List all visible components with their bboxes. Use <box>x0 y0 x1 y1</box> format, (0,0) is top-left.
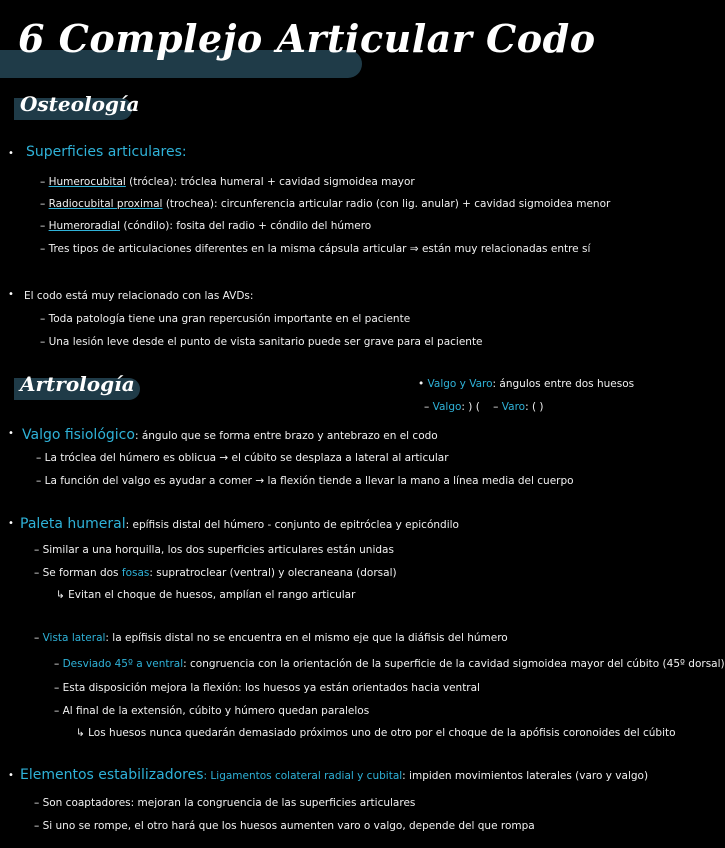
elementos-heading: Elementos estabilizadores: Ligamentos colateral radial y cubital: impiden movimientos laterales (varo y valgo) <box>20 767 649 783</box>
artrologia-heading: Artrología <box>20 372 135 396</box>
list-item: – La tróclea del húmero es oblicua → el cúbito se desplaza a lateral al articular <box>36 452 449 464</box>
list-item: – Se forman dos fosas: supratroclear (ventral) y olecraneana (dorsal) <box>34 567 397 579</box>
list-item: – Al final de la extensión, cúbito y húmero quedan paralelos <box>54 705 370 717</box>
sub-item: ↳ Evitan el choque de huesos, amplían el rango articular <box>56 589 356 601</box>
list-item: – Si uno se rompe, el otro hará que los huesos aumenten varo o valgo, depende del que rompa <box>34 820 535 832</box>
bullet-dot: • <box>8 518 14 529</box>
osteologia-heading: Osteología <box>20 92 140 116</box>
sub-item: ↳ Los huesos nunca quedarán demasiado próximos uno de otro por el choque de la apófisis coronoides del cúbito <box>76 727 676 739</box>
superficies-heading: Superficies articulares: <box>26 144 187 160</box>
bullet-dot: • <box>8 428 14 439</box>
bullet-dot: • <box>8 148 14 159</box>
bullet-dot: • <box>8 289 14 300</box>
vista-heading: – Vista lateral: la epífisis distal no se encuentra en el mismo eje que la diáfisis del húmero <box>34 632 508 644</box>
list-item: – Radiocubital proximal (trochea): circunferencia articular radio (con lig. anular) + cavidad sigmoidea menor <box>40 198 611 210</box>
avd-heading: El codo está muy relacionado con las AVDs: <box>24 290 254 302</box>
list-item: – Esta disposición mejora la flexión: los huesos ya están orientados hacia ventral <box>54 682 480 694</box>
bullet-dot: • <box>8 770 14 781</box>
valgo-heading: Valgo fisiológico: ángulo que se forma entre brazo y antebrazo en el codo <box>22 427 438 443</box>
list-item: – Desviado 45º a ventral: congruencia con la orientación de la superficie de la cavidad sigmoidea mayor del cúbito (45º dorsal) <box>54 658 725 670</box>
list-item: – Similar a una horquilla, los dos superficies articulares están unidas <box>34 544 394 556</box>
valgo-varo-symbols: – Valgo: ) ( – Varo: ( ) <box>424 401 544 413</box>
valgo-varo-note: • Valgo y Varo: ángulos entre dos huesos <box>418 378 635 390</box>
list-item: – Humerocubital (tróclea): tróclea humeral + cavidad sigmoidea mayor <box>40 176 415 188</box>
list-item: – Humeroradial (cóndilo): fosita del radio + cóndilo del húmero <box>40 220 372 232</box>
paleta-heading: Paleta humeral: epífisis distal del húmero - conjunto de epitróclea y epicóndilo <box>20 516 459 532</box>
list-item: – Tres tipos de articulaciones diferentes en la misma cápsula articular ⇒ están muy relacionadas entre sí <box>40 243 591 255</box>
page-title: 6 Complejo Articular Codo <box>18 16 596 61</box>
list-item: – La función del valgo es ayudar a comer → la flexión tiende a llevar la mano a línea media del cuerpo <box>36 475 574 487</box>
list-item: – Una lesión leve desde el punto de vista sanitario puede ser grave para el paciente <box>40 336 483 348</box>
list-item: – Toda patología tiene una gran repercusión importante en el paciente <box>40 313 411 325</box>
list-item: – Son coaptadores: mejoran la congruencia de las superficies articulares <box>34 797 416 809</box>
